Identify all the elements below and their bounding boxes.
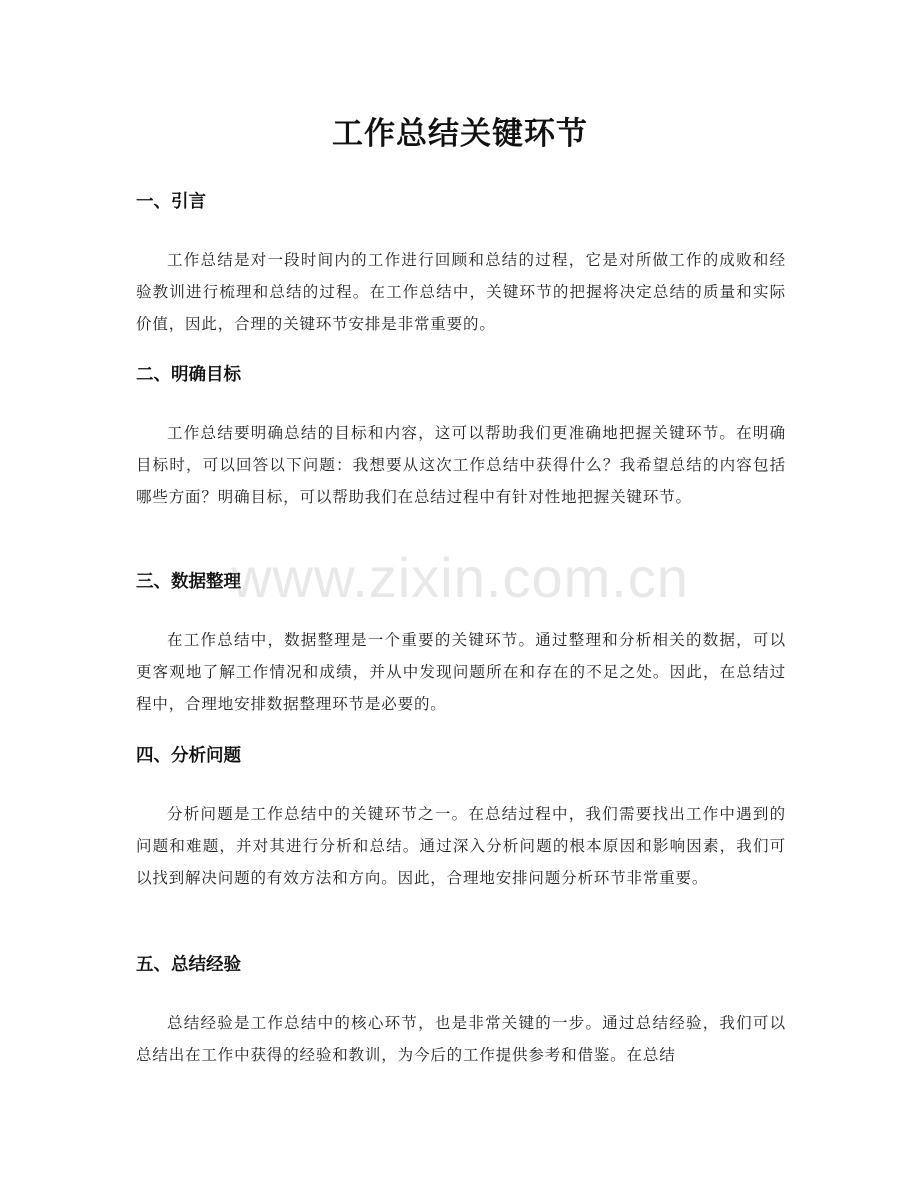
section-paragraph: 总结经验是工作总结中的核心环节，也是非常关键的一步。通过总结经验，我们可以总结出在工作中获得的经验和教训，为今后的工作提供参考和借鉴。在总结	[136, 1014, 786, 1064]
section-heading: 二、明确目标	[136, 365, 241, 385]
section-introduction	[136, 190, 786, 340]
section-paragraph: 工作总结是对一段时间内的工作进行回顾和总结的过程，它是对所做工作的成败和经验教训进行梳理和总结的过程。在工作总结中，关键环节的把握将决定总结的质量和实际价值，因此，合理的关键环节安排是非常重要的。	[136, 251, 786, 333]
watermark: www.zixin.com.cn	[231, 546, 689, 609]
section-heading: 五、总结经验	[136, 955, 241, 975]
section-paragraph: 分析问题是工作总结中的关键环节之一。在总结过程中，我们需要找出工作中遇到的问题和难题，并对其进行分析和总结。通过深入分析问题的根本原因和影响因素，我们可以找到解决问题的有效方法和方向。因此，合理地安排问题分析环节非常重要。	[136, 805, 786, 887]
section-paragraph: 在工作总结中，数据整理是一个重要的关键环节。通过整理和分析相关的数据，可以更客观地了解工作情况和成绩，并从中发现问题所在和存在的不足之处。因此，在总结过程中，合理地安排数据整理环节是必要的。	[136, 631, 786, 713]
document-title: 工作总结关键环节	[332, 116, 588, 152]
section-clear-goals	[136, 363, 786, 513]
section-summarize-experience	[136, 953, 786, 1071]
section-heading: 一、引言	[136, 192, 206, 212]
section-heading: 四、分析问题	[136, 746, 241, 766]
section-analyze-problems	[136, 744, 786, 894]
section-paragraph: 工作总结要明确总结的目标和内容，这可以帮助我们更准确地把握关键环节。在明确目标时，可以回答以下问题：我想要从这次工作总结中获得什么？我希望总结的内容包括哪些方面？明确目标，可以帮助我们在总结过程中有针对性地把握关键环节。	[136, 424, 786, 506]
section-data-organization	[136, 570, 786, 720]
section-heading: 三、数据整理	[136, 572, 241, 592]
